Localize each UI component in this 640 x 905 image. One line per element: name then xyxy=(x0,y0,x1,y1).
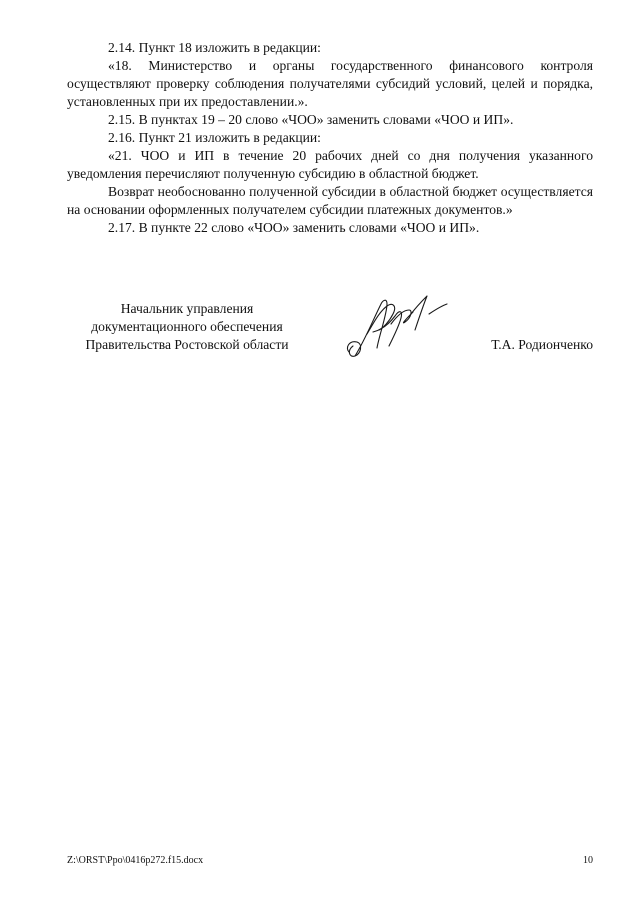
paragraph-quote-18: «18. Министерство и органы государственного финансового контроля осуществляют проверку соблюдения получателями субсидий условий, целей и порядка, установленных при их предоставлении.». xyxy=(67,58,593,109)
paragraph-refund: Возврат необоснованно полученной субсидии в областной бюджет осуществляется на основании оформленных получателем субсидии платежных документов.» xyxy=(67,184,593,217)
paragraph-quote-21: «21. ЧОО и ИП в течение 20 рабочих дней со дня получения указанного уведомления перечисляют полученную субсидию в областной бюджет. xyxy=(67,148,593,181)
file-path: Z:\ORST\Ppo\0416p272.f15.docx xyxy=(67,855,204,866)
handwritten-signature xyxy=(343,290,453,370)
signatory-title-line: документационного обеспечения xyxy=(91,319,283,334)
signatory-title-line: Начальник управления xyxy=(120,301,254,316)
paragraph-2-14: 2.14. Пункт 18 изложить в редакции: xyxy=(108,40,321,55)
paragraph-2-17: 2.17. В пункте 22 слово «ЧОО» заменить словами «ЧОО и ИП». xyxy=(108,220,480,235)
signatory-title-line: Правительства Ростовской области xyxy=(85,337,289,352)
document-body xyxy=(67,39,593,237)
signatory-title xyxy=(67,300,307,354)
signatory-name: Т.А. Родионченко xyxy=(491,337,593,352)
paragraph-2-15: 2.15. В пунктах 19 – 20 слово «ЧОО» заменить словами «ЧОО и ИП». xyxy=(108,112,514,127)
paragraph-2-16: 2.16. Пункт 21 изложить в редакции: xyxy=(108,130,321,145)
page-number: 10 xyxy=(583,855,593,866)
signature-block xyxy=(67,300,593,380)
